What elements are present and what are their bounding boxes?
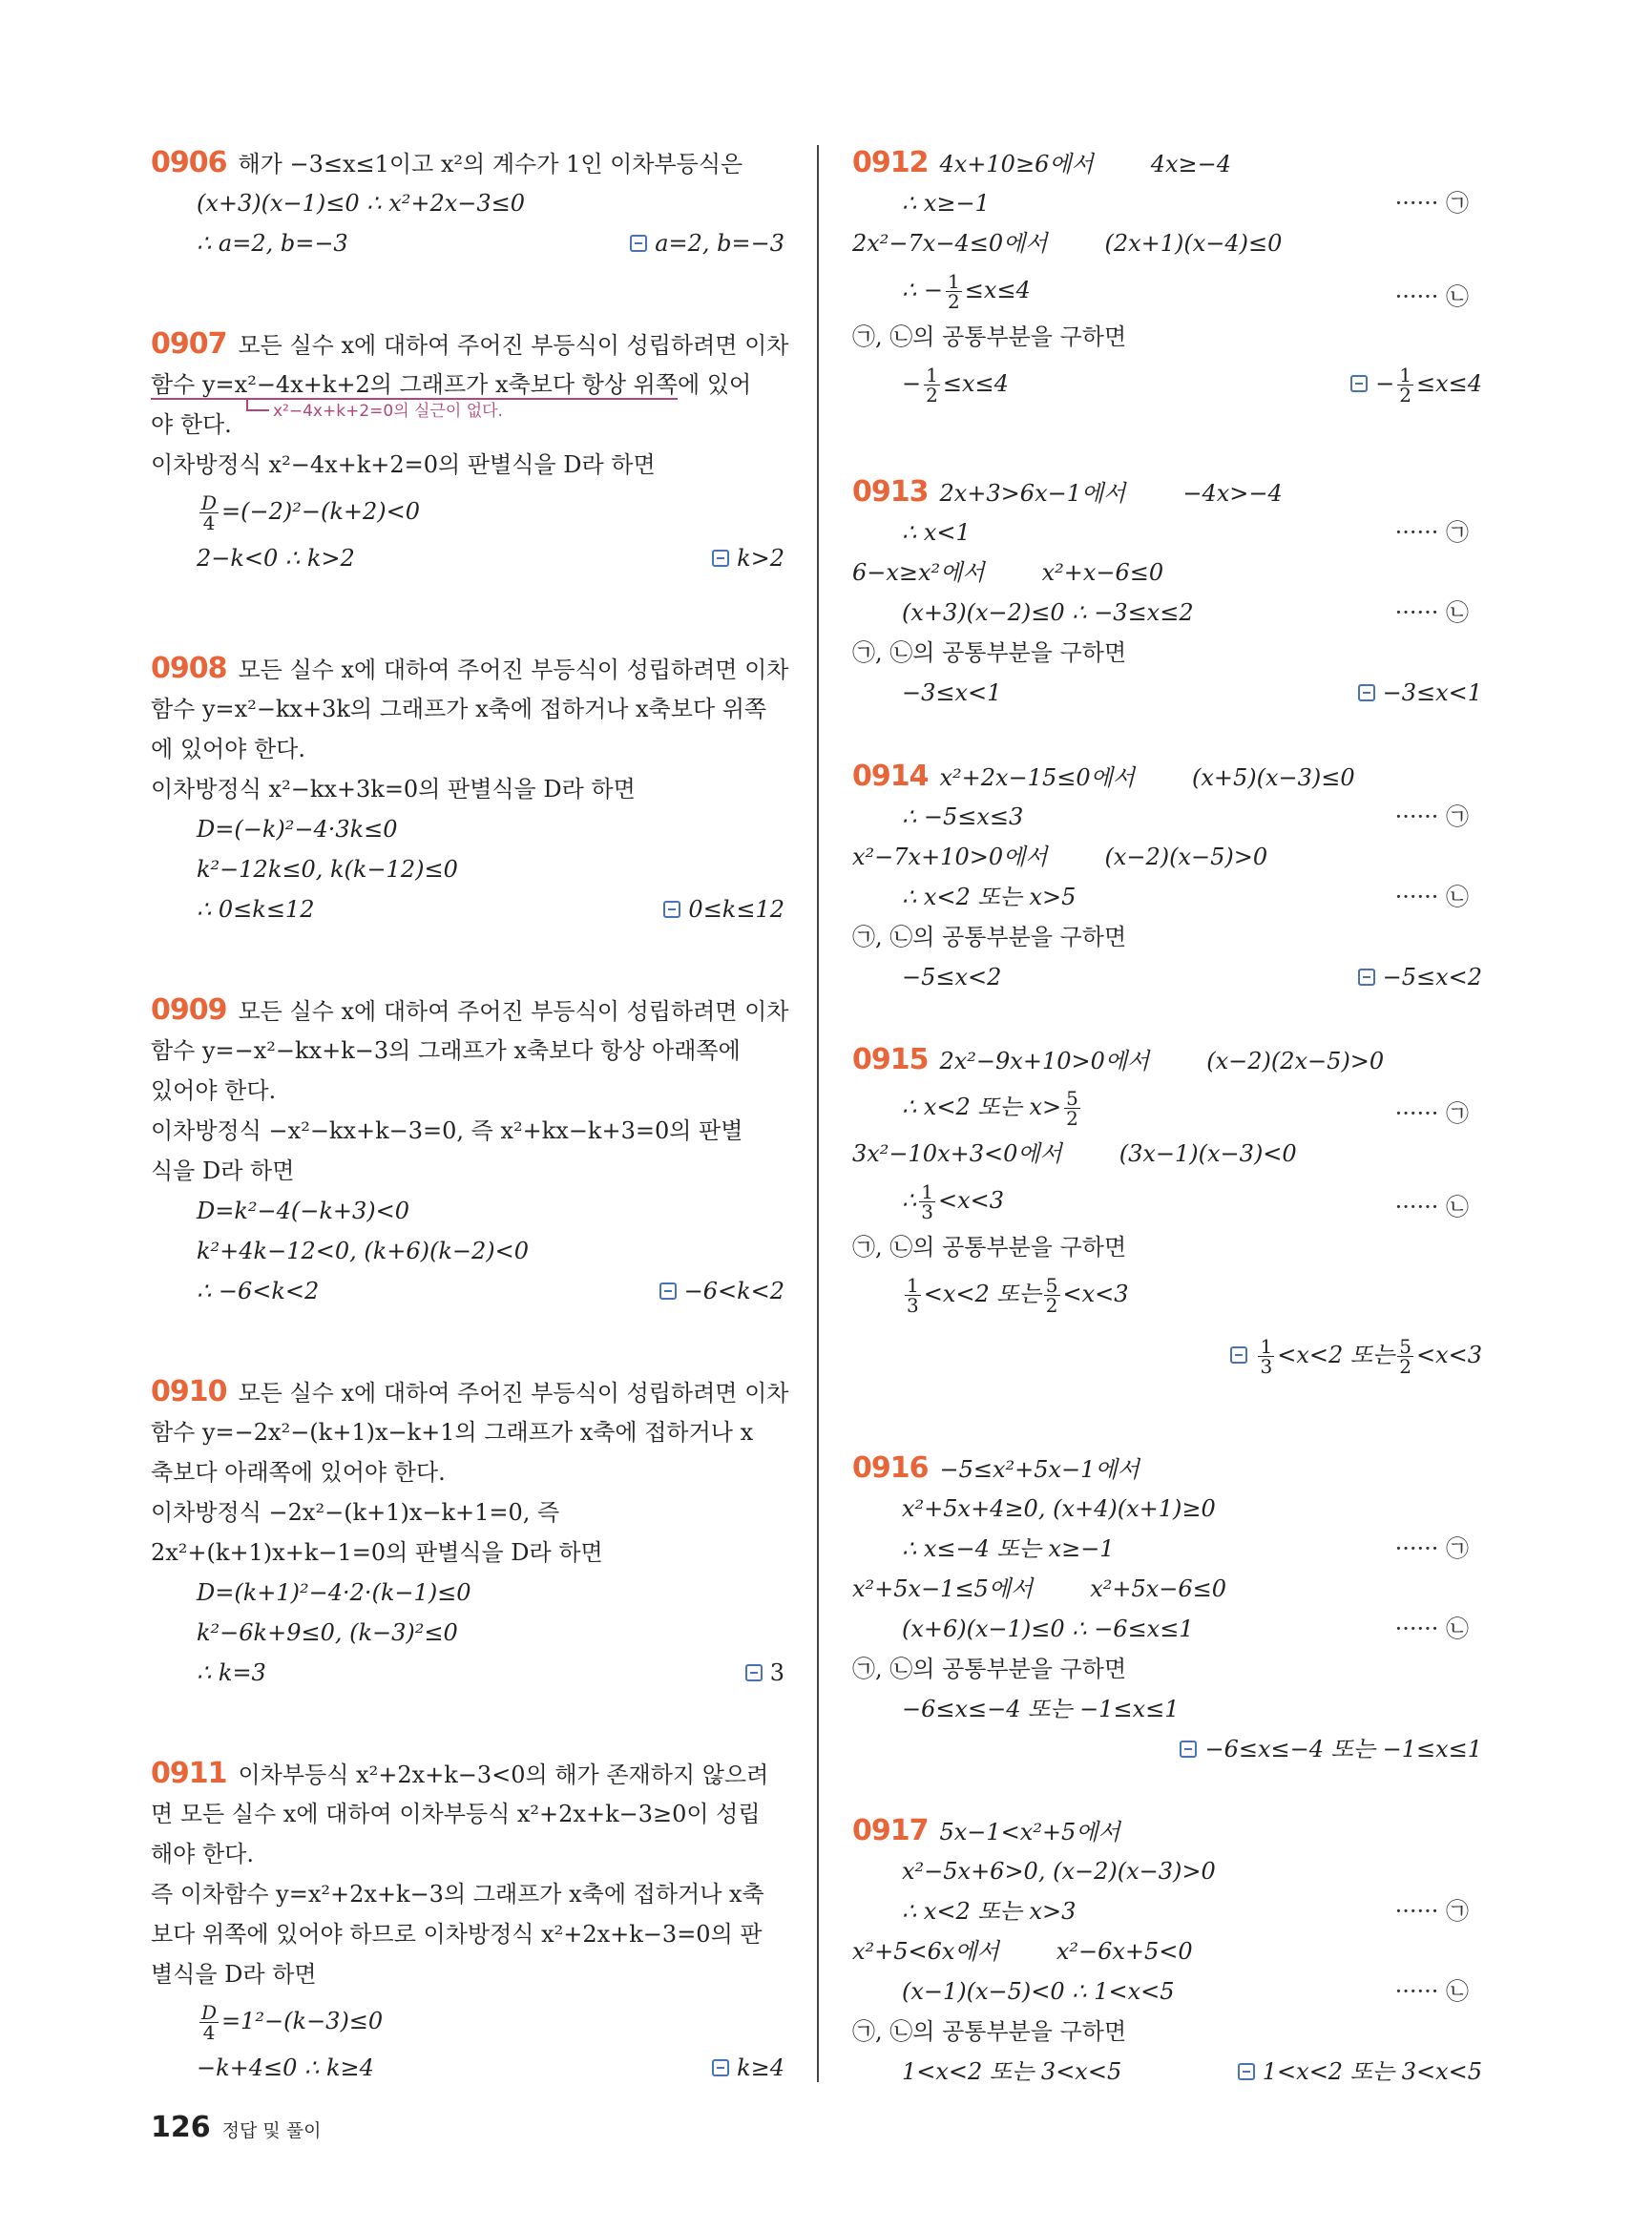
answer	[1180, 1729, 1482, 1769]
problem-text: 함수 y=−2x²−(k+1)x−k+1의 그래프가 x축에 접하거나 x	[151, 1419, 754, 1446]
column-divider	[817, 145, 819, 2082]
problem-text: 모든 실수 x에 대하여 주어진 부등식이 성립하려면 이차	[238, 1380, 789, 1407]
answer	[659, 1271, 784, 1311]
solution-line: ∴ 0≤k≤12	[197, 896, 315, 923]
fraction	[199, 2003, 219, 2042]
solution-line: ∴	[902, 1187, 917, 1214]
answer-icon	[1358, 684, 1375, 701]
page-footer	[151, 2111, 321, 2144]
solution-line: x²+x−6≤0	[1041, 559, 1164, 586]
problem-text: 해가 −3≤x≤1이고 x²의 계수가 1인 이차부등식은	[238, 151, 743, 177]
problem-0910	[151, 1372, 789, 1693]
solution-line: ∴ −5≤x≤3	[902, 803, 1024, 830]
fraction-denominator: 4	[202, 511, 216, 534]
solution-line: 3x²−10x+3<0에서	[852, 1140, 1062, 1167]
answer-icon	[659, 1282, 677, 1300]
solution-line: ∴ x<2 또는 x>3	[902, 1898, 1077, 1925]
fraction-denominator: 2	[948, 290, 960, 313]
solution-line: 1<x<2 또는 3<x<5	[902, 2058, 1122, 2085]
answer-icon	[1358, 969, 1375, 986]
fraction	[1064, 1089, 1080, 1128]
answer	[663, 889, 784, 929]
problem-text: 모든 실수 x에 대하여 주어진 부등식이 성립하려면 이차	[238, 657, 789, 683]
solution-line: x²+5x−6≤0	[1090, 1575, 1227, 1602]
solution-line: (x+6)(x−1)≤0 ∴ −6≤x≤1	[902, 1616, 1194, 1642]
fraction-numerator: D	[201, 2001, 218, 2024]
fraction	[946, 272, 962, 311]
solution-line: ㉠, ㉡의 공통부분을 구하면	[852, 1234, 1127, 1261]
answer-icon	[1180, 1741, 1197, 1758]
fraction	[919, 1182, 935, 1221]
fraction	[1044, 1276, 1060, 1315]
answer-text: k≥4	[737, 2054, 784, 2081]
problem-0913	[852, 472, 1482, 713]
problem-0908	[151, 649, 789, 929]
solution-line: −k+4≤0 ∴ k≥4	[197, 2054, 374, 2081]
solution-line: x²−7x+10>0에서	[852, 844, 1048, 870]
fraction-denominator: 2	[1399, 1355, 1412, 1378]
fraction-denominator: 4	[202, 2021, 216, 2044]
case-marker: ······ ㉠	[1394, 519, 1469, 546]
case-marker: ······ ㉠	[1394, 1898, 1469, 1925]
answer-text: 0≤k≤12	[688, 896, 784, 923]
case-marker: ······ ㉠	[1394, 1535, 1469, 1562]
problem-0911	[151, 1754, 784, 2088]
solution-line: (3x−1)(x−3)<0	[1119, 1140, 1297, 1167]
problem-text: 함수 y=−x²−kx+k−3의 그래프가 x축보다 항상 아래쪽에	[151, 1037, 741, 1064]
answer-icon	[712, 550, 729, 567]
problem-number: 0906	[151, 146, 227, 179]
fraction	[1258, 1337, 1274, 1376]
solution-line: 별식을 D라 하면	[151, 1961, 317, 1988]
solution-line: <x<3	[1062, 1281, 1129, 1307]
problem-number: 0915	[852, 1043, 929, 1076]
solution-line: D=k²−4(−k+3)<0	[197, 1198, 410, 1224]
solution-line: ≤x≤4	[942, 370, 1009, 397]
solution-line: 4x≥−4	[1150, 151, 1231, 177]
annotation-text: x²−4x+k+2=0의 실근이 없다.	[273, 402, 503, 421]
fraction-denominator: 3	[1260, 1355, 1273, 1378]
problem-number: 0908	[151, 652, 227, 685]
solution-line: 이차방정식 x²−kx+3k=0의 판별식을 D라 하면	[151, 776, 636, 803]
answer-icon	[630, 235, 647, 252]
answer-text: <x<2 또는	[1277, 1342, 1395, 1368]
problem-0917	[852, 1811, 1482, 2092]
answer-text: 3	[769, 1659, 784, 1686]
solution-line: (2x+1)(x−4)≤0	[1104, 230, 1283, 257]
answer-text: 1<x<2 또는 3<x<5	[1262, 2058, 1482, 2085]
solution-line: ㉠, ㉡의 공통부분을 구하면	[852, 1656, 1127, 1682]
fraction	[199, 493, 219, 532]
problem-0912	[852, 143, 1482, 410]
fraction-numerator: 1	[907, 1274, 919, 1297]
page-number: 126	[151, 2111, 211, 2144]
solution-line: ∴ x<2 또는 x>5	[902, 884, 1077, 910]
answer	[630, 223, 784, 263]
problem-0907	[151, 324, 789, 578]
solution-line: (x+3)(x−1)≤0 ∴ x²+2x−3≤0	[197, 190, 526, 217]
solution-line: 식을 D라 하면	[151, 1157, 295, 1184]
solution-line: D=(k+1)²−4·2·(k−1)≤0	[197, 1579, 471, 1606]
problem-text: 모든 실수 x에 대하여 주어진 부등식이 성립하려면 이차	[238, 332, 789, 359]
fraction-numerator: 1	[1260, 1335, 1273, 1358]
solution-line: x²−6x+5<0	[1056, 1938, 1193, 1965]
problem-0915	[852, 1040, 1482, 1382]
solution-line: −3≤x<1	[902, 679, 1002, 706]
answer-text: −	[1375, 370, 1395, 397]
problem-text: 함수 y=x²−kx+3k의 그래프가 x축에 접하거나 x축보다 위쪽	[151, 696, 767, 722]
case-marker: ······ ㉡	[1394, 1978, 1469, 2005]
answer	[712, 2048, 784, 2088]
problem-number: 0910	[151, 1375, 227, 1408]
solution-line: x²+2x−15≤0에서	[939, 764, 1135, 791]
answer	[712, 538, 784, 578]
solution-line: ㉠, ㉡의 공통부분을 구하면	[852, 323, 1127, 350]
answer-icon	[712, 2059, 729, 2076]
fraction-numerator: D	[201, 491, 218, 514]
problem-0909	[151, 990, 789, 1311]
fraction-numerator: 5	[1045, 1274, 1058, 1297]
solution-line: (x+5)(x−3)≤0	[1191, 764, 1355, 791]
problem-text: 해야 한다.	[151, 1841, 254, 1867]
problem-number: 0916	[852, 1451, 929, 1485]
solution-line: 2−k<0 ∴ k>2	[197, 545, 355, 572]
fraction	[924, 365, 940, 405]
answer	[745, 1653, 784, 1693]
answer	[1238, 2052, 1482, 2092]
problem-number: 0911	[151, 1757, 227, 1790]
solution-line: 보다 위쪽에 있어야 하므로 이차방정식 x²+2x+k−3=0의 판	[151, 1921, 763, 1948]
solution-line: (x+3)(x−2)≤0 ∴ −3≤x≤2	[902, 599, 1194, 626]
problem-number: 0914	[852, 760, 929, 793]
solution-line: k²+4k−12<0, (k+6)(k−2)<0	[197, 1238, 530, 1264]
problem-text: 모든 실수 x에 대하여 주어진 부등식이 성립하려면 이차	[238, 998, 789, 1025]
fraction-numerator: 1	[1399, 364, 1412, 386]
fraction-denominator: 2	[1399, 384, 1412, 407]
answer-text: −6≤x≤−4 또는 −1≤x≤1	[1204, 1736, 1482, 1762]
solution-line: 이차방정식 x²−4x+k+2=0의 판별식을 D라 하면	[151, 451, 656, 478]
case-marker: ······ ㉠	[1394, 1100, 1469, 1127]
solution-line: (x−2)(2x−5)>0	[1206, 1048, 1385, 1074]
case-marker: ······ ㉡	[1394, 884, 1469, 910]
solution-line: ㉠, ㉡의 공통부분을 구하면	[852, 2018, 1127, 2045]
answer	[1358, 957, 1482, 997]
answer-icon	[1230, 1346, 1247, 1364]
solution-line: k²−6k+9≤0, (k−3)²≤0	[197, 1619, 458, 1646]
solution-line: 4x+10≥6에서	[939, 151, 1094, 177]
answer	[1358, 673, 1482, 713]
solution-line: =1²−(k−3)≤0	[221, 2008, 384, 2034]
fraction-numerator: 5	[1066, 1087, 1078, 1110]
solution-line: <x<3	[938, 1187, 1005, 1214]
case-marker: ······ ㉡	[1394, 1616, 1469, 1642]
fraction-numerator: 5	[1399, 1335, 1412, 1358]
problem-text: 면 모든 실수 x에 대하여 이차부등식 x²+2x+k−3≥0이 성립	[151, 1801, 761, 1827]
solution-line: ∴ x<1	[902, 519, 971, 546]
solution-line: =(−2)²−(k+2)<0	[221, 498, 421, 525]
problem-text: 에 있어	[678, 371, 752, 398]
case-marker: ······ ㉡	[1394, 283, 1469, 310]
solution-line: (x−1)(x−5)<0 ∴ 1<x<5	[902, 1978, 1175, 2005]
fraction-denominator: 2	[1045, 1294, 1058, 1317]
solution-line: ∴ −	[902, 277, 944, 303]
solution-line: 2x²−7x−4≤0에서	[852, 230, 1048, 257]
answer-text: −6<k<2	[683, 1278, 784, 1304]
answer-text: −5≤x<2	[1382, 964, 1482, 990]
solution-line: 5x−1<x²+5에서	[939, 1819, 1120, 1845]
fraction-denominator: 3	[921, 1200, 934, 1223]
problem-text: 에 있어야 한다.	[151, 736, 305, 762]
problem-text: 야 한다.	[151, 411, 232, 438]
fraction-denominator: 3	[907, 1294, 919, 1317]
solution-line: x²−5x+6>0, (x−2)(x−3)>0	[902, 1858, 1216, 1885]
solution-line: −5≤x²+5x−1에서	[939, 1456, 1140, 1483]
solution-line: ∴ a=2, b=−3	[197, 230, 348, 257]
answer-text: k>2	[737, 545, 784, 572]
solution-line: 2x²−9x+10>0에서	[939, 1048, 1150, 1074]
fraction-numerator: 1	[926, 364, 938, 386]
solution-line: ∴ k=3	[197, 1659, 266, 1686]
solution-line: (x−2)(x−5)>0	[1104, 844, 1268, 870]
solution-line: k²−12k≤0, k(k−12)≤0	[197, 856, 458, 883]
fraction-numerator: 1	[921, 1180, 934, 1203]
solution-line: ≤x≤4	[964, 277, 1031, 303]
answer-icon	[745, 1664, 763, 1681]
fraction-denominator: 2	[926, 384, 938, 407]
solution-line: ㉠, ㉡의 공통부분을 구하면	[852, 639, 1127, 666]
problem-0906	[151, 143, 784, 263]
case-marker: ······ ㉠	[1394, 190, 1469, 217]
answer-text: a=2, b=−3	[655, 230, 784, 257]
solution-line: ∴ −6<k<2	[197, 1278, 320, 1304]
answer-icon	[663, 901, 680, 918]
solution-line: x²+5<6x에서	[852, 1938, 999, 1965]
problem-number: 0912	[852, 146, 929, 179]
fraction	[1397, 365, 1413, 405]
fraction-numerator: 1	[948, 270, 960, 293]
solution-line: <x<2 또는	[923, 1281, 1041, 1307]
problem-number: 0909	[151, 993, 227, 1027]
problem-number: 0917	[852, 1814, 929, 1847]
solution-line: ∴ x<2 또는 x>	[902, 1094, 1062, 1120]
problem-text: 축보다 아래쪽에 있어야 한다.	[151, 1459, 446, 1486]
problem-text: 있어야 한다.	[151, 1077, 277, 1104]
problem-number: 0913	[852, 475, 929, 509]
solution-line: −5≤x<2	[902, 964, 1002, 990]
case-marker: ······ ㉡	[1394, 1194, 1469, 1220]
note-bracket-icon	[246, 400, 269, 411]
annotation-note	[246, 401, 503, 422]
problem-text: 이차부등식 x²+2x+k−3<0의 해가 존재하지 않으려	[238, 1762, 769, 1788]
solution-line: ∴ x≥−1	[902, 190, 990, 217]
answer-text: <x<3	[1415, 1342, 1482, 1368]
solution-line: 6−x≥x²에서	[852, 559, 985, 586]
solution-line: −	[902, 370, 922, 397]
footer-label: 정답 및 풀이	[221, 2120, 322, 2141]
solution-line: ∴ x≤−4 또는 x≥−1	[902, 1535, 1115, 1562]
answer-icon	[1238, 2063, 1255, 2080]
solution-line: x²+5x+4≥0, (x+4)(x+1)≥0	[902, 1495, 1216, 1522]
answer	[1350, 357, 1482, 410]
case-marker: ······ ㉡	[1394, 599, 1469, 626]
underlined-condition: 함수 y=x²−4x+k+2의 그래프가 x축보다 항상 위쪽	[151, 371, 679, 398]
fraction	[1397, 1337, 1413, 1376]
answer-text: −3≤x<1	[1382, 679, 1482, 706]
solution-line: ㉠, ㉡의 공통부분을 구하면	[852, 924, 1127, 950]
solution-line: 이차방정식 −2x²−(k+1)x−k+1=0, 즉	[151, 1499, 560, 1526]
problem-0914	[852, 757, 1482, 997]
problem-0916	[852, 1449, 1482, 1769]
solution-line: 2x+3>6x−1에서	[939, 480, 1126, 507]
problem-number: 0907	[151, 327, 227, 361]
solution-line: −6≤x≤−4 또는 −1≤x≤1	[902, 1696, 1180, 1722]
answer-text: ≤x≤4	[1415, 370, 1482, 397]
answer-icon	[1350, 375, 1368, 392]
solution-line: 즉 이차함수 y=x²+2x+k−3의 그래프가 x축에 접하거나 x축	[151, 1881, 764, 1908]
case-marker: ······ ㉠	[1394, 803, 1469, 830]
answer	[1230, 1328, 1482, 1382]
solution-line: −4x>−4	[1182, 480, 1283, 507]
solution-line: D=(−k)²−4·3k≤0	[197, 816, 398, 843]
solution-line: x²+5x−1≤5에서	[852, 1575, 1034, 1602]
fraction	[905, 1276, 921, 1315]
fraction-denominator: 2	[1066, 1107, 1078, 1130]
solution-line: 이차방정식 −x²−kx+k−3=0, 즉 x²+kx−k+3=0의 판별	[151, 1117, 743, 1144]
solution-line: 2x²+(k+1)x+k−1=0의 판별식을 D라 하면	[151, 1539, 603, 1566]
